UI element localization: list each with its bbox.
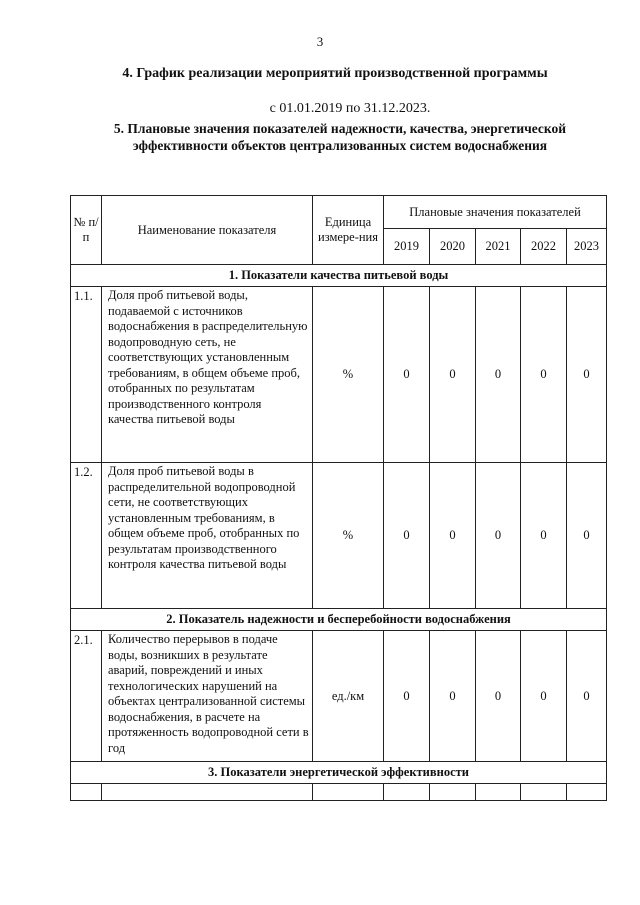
- page-number: 3: [316, 34, 324, 49]
- value-cell: 0: [567, 631, 607, 762]
- value-cell: 0: [567, 287, 607, 463]
- value-cell: 0: [384, 631, 430, 762]
- value-cell: 0: [384, 463, 430, 609]
- table-row: [71, 463, 607, 609]
- value-cell: 0: [476, 631, 521, 762]
- indicator-name: Количество перерывов в подаче воды, возникших в результате аварий, повреждений и иных технологических нарушений на объектах централизованной системы водоснабжения, в расчете на протяженность водопроводной сети в год: [102, 631, 313, 762]
- value-cell: 0: [430, 463, 476, 609]
- unit-cell: ед./км: [313, 631, 384, 762]
- section-5-heading: 5. Плановые значения показателей надежности, качества, энергетической эффективности объектов централизованных систем водоснабжения: [113, 121, 567, 153]
- empty-cell: [567, 784, 607, 801]
- header-unit: Единица измере-ния: [313, 196, 384, 265]
- empty-cell: [71, 784, 102, 801]
- empty-cell: [430, 784, 476, 801]
- indicator-name: Доля проб питьевой воды, подаваемой с источников водоснабжения в распределительную водопроводную сеть, не соответствующих установленным требованиям, в общем объеме проб, отобранных по результатам производственного контроля качества питьевой воды: [102, 287, 313, 463]
- program-period: с 01.01.2019 по 31.12.2023.: [269, 101, 431, 116]
- header-year: 2022: [521, 229, 567, 265]
- value-cell: 0: [430, 631, 476, 762]
- unit-cell: %: [313, 287, 384, 463]
- table-row: [71, 631, 607, 762]
- empty-cell: [521, 784, 567, 801]
- value-cell: 0: [384, 287, 430, 463]
- row-number: 1.2.: [71, 463, 102, 609]
- header-plan: Плановые значения показателей: [384, 196, 607, 229]
- table-row: [71, 287, 607, 463]
- value-cell: 0: [476, 463, 521, 609]
- value-cell: 0: [430, 287, 476, 463]
- empty-cell: [476, 784, 521, 801]
- empty-cell: [384, 784, 430, 801]
- unit-cell: %: [313, 463, 384, 609]
- empty-cell: [102, 784, 313, 801]
- header-name: Наименование показателя: [102, 196, 313, 265]
- section-title: 2. Показатель надежности и бесперебойности водоснабжения: [71, 609, 607, 631]
- section-title: 3. Показатели энергетической эффективности: [71, 762, 607, 784]
- section-4-heading: 4. График реализации мероприятий производственной программы: [122, 66, 548, 81]
- indicators-table: [70, 195, 607, 801]
- row-number: 2.1.: [71, 631, 102, 762]
- empty-cell: [313, 784, 384, 801]
- indicator-name: Доля проб питьевой воды в распределительной водопроводной сети, не соответствующих установленным требованиям, в общем объеме проб, отобранных по результатам производственного контроля качества питьевой воды: [102, 463, 313, 609]
- value-cell: 0: [567, 463, 607, 609]
- header-year: 2023: [567, 229, 607, 265]
- row-number: 1.1.: [71, 287, 102, 463]
- header-year: 2020: [430, 229, 476, 265]
- value-cell: 0: [521, 631, 567, 762]
- section-title: 1. Показатели качества питьевой воды: [71, 265, 607, 287]
- header-year: 2019: [384, 229, 430, 265]
- value-cell: 0: [521, 463, 567, 609]
- header-year: 2021: [476, 229, 521, 265]
- value-cell: 0: [521, 287, 567, 463]
- header-num: № п/п: [71, 196, 102, 265]
- table-row: [71, 784, 607, 801]
- value-cell: 0: [476, 287, 521, 463]
